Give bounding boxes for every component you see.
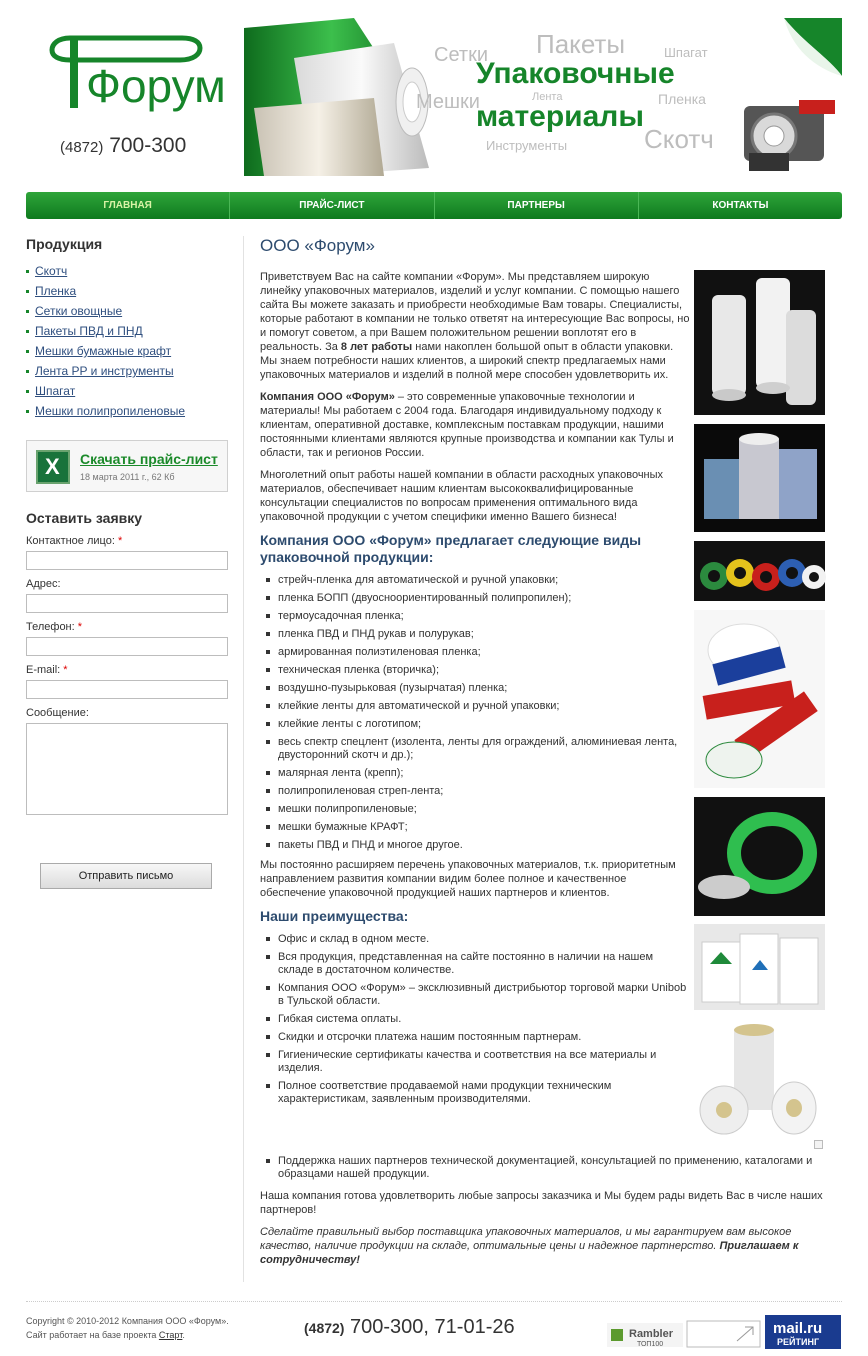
list-item: клейкие ленты для автоматической и ручной упаковки; xyxy=(260,700,690,713)
banner-title-1: Упаковочные xyxy=(476,57,675,90)
logo-tapes-image xyxy=(694,610,825,788)
product-link-nets[interactable]: Сетки овощные xyxy=(26,301,230,321)
main-content-wide xyxy=(260,1155,828,1275)
product-link-bags[interactable]: Пакеты ПВД и ПНД xyxy=(26,321,230,341)
forum-logo[interactable] xyxy=(48,30,226,112)
start-project-link[interactable]: Старт xyxy=(158,1330,183,1340)
shrink-film-image xyxy=(694,1020,825,1150)
svg-text:mail.ru: mail.ru xyxy=(773,1320,823,1337)
request-form xyxy=(26,510,230,815)
list-item: весь спектр спецлент (изолента, ленты для ограждений, алюминиевая лента, двусторонний скотч и др.); xyxy=(260,736,690,762)
svg-text:Мешки: Мешки xyxy=(416,91,480,113)
address-field[interactable] xyxy=(26,594,228,613)
rambler-counter[interactable] xyxy=(607,1323,683,1348)
list-item: полипропиленовая стреп-лента; xyxy=(260,785,690,798)
menu-item-home[interactable]: ГЛАВНАЯ xyxy=(26,192,230,219)
menu-item-price-list[interactable]: ПРАЙС-ЛИСТ xyxy=(230,192,434,219)
email-label: E-mail: * xyxy=(26,664,68,676)
bopp-film-image xyxy=(694,424,825,532)
counters xyxy=(607,1313,842,1349)
list-item: стрейч-пленка для автоматической и ручной упаковки; xyxy=(260,574,690,587)
tape-dispenser-image xyxy=(744,100,835,171)
svg-text:Скотч: Скотч xyxy=(644,124,714,154)
svg-text:РЕЙТИНГ: РЕЙТИНГ xyxy=(777,1337,820,1347)
colored-tapes-image xyxy=(694,541,825,601)
rolls-image xyxy=(244,18,429,176)
banner-words xyxy=(416,29,714,154)
powered-by: Сайт работает на базе проекта Старт. xyxy=(26,1330,185,1340)
invite-paragraph: Сделайте правильный выбор поставщика упаковочных материалов, и мы гарантируем вам высокое качество, наличие продукции на складе, оптимальные цены и надежное партнерство. Приглашаем к сотрудничеству! xyxy=(260,1226,799,1266)
intro-paragraph: Приветствуем Вас на сайте компании «Форум». Мы представляем широкую линейку упаковочных материалов, изделий и услуг компании. С помощью нашего сайта Вы можете заказать и приобрести необходимые Вам товары. Специалисты, которые работают в компании не только ответят на интересующие Вас вопросы, но и помогут советом, а при Вашем положительном решении воплотят его в реальность. За 8 лет работы нами накоплен большой опыт в области упаковки. Мы знаем потребности наших клиентов, а широкий спектр предлагаемых нами упаковочных материалов и изделий в полной мере способен удовлетворить их. xyxy=(260,271,690,381)
list-item: Полное соответствие продаваемой нами продукции техническим характеристикам, заявленным производителями. xyxy=(260,1080,690,1106)
footer-phone xyxy=(304,1316,515,1339)
list-item: термоусадочная пленка; xyxy=(260,610,690,623)
product-link-pp-sacks[interactable]: Мешки полипропиленовые xyxy=(26,401,230,421)
submit-button[interactable]: Отправить письмо xyxy=(40,863,212,889)
product-link-pp-tape[interactable]: Лента PP и инструменты xyxy=(26,361,230,381)
list-item: Скидки и отсрочки платежа нашим постоянным партнерам. xyxy=(260,1031,690,1044)
company-paragraph: Компания ООО «Форум» – это современные упаковочные технологии и материалы! Мы работаем с 2004 года. Благодаря индивидуальному подходу к клиентам, оперативной доставке, комплексным поставкам продукции, нашими постоянными клиентами являются крупные производства и компании как Тулы и области, так и регионов России. xyxy=(260,391,674,459)
phone-field[interactable] xyxy=(26,637,228,656)
list-item: Поддержка наших партнеров технической документацией, консультацией по применению, каталогами и образцами нашей продукции. xyxy=(260,1155,828,1181)
list-item: пленка ПВД и ПНД рукав и полурукав; xyxy=(260,628,690,641)
list-item: мешки бумажные КРАФТ; xyxy=(260,821,690,834)
list-item: малярная лента (крепп); xyxy=(260,767,690,780)
svg-text:Сетки: Сетки xyxy=(434,44,488,66)
list-item: армированная полиэтиленовая пленка; xyxy=(260,646,690,659)
ready-paragraph: Наша компания готова удовлетворить любые запросы заказчика и Мы будем рады видеть Вас в числе наших партнеров! xyxy=(260,1190,823,1216)
bags-image xyxy=(694,924,825,1010)
products-offer-heading: Компания ООО «Форум» предлагает следующие виды упаковочной продукции: xyxy=(260,532,642,565)
header-banner xyxy=(244,18,842,176)
list-item: Компания ООО «Форум» – эксклюзивный дистрибьютор торговой марки Unibob в Тульской области. xyxy=(260,982,690,1008)
advantages-list xyxy=(260,933,690,1106)
svg-text:Лента: Лента xyxy=(532,91,563,103)
banner-title-2: материалы xyxy=(476,100,644,133)
advantages-list-cont xyxy=(260,1155,828,1181)
list-item: клейкие ленты с логотипом; xyxy=(260,718,690,731)
list-item: Гигиенические сертификаты качества и соответствия на все материалы и изделия. xyxy=(260,1049,690,1075)
page-title: ООО «Форум» xyxy=(260,236,375,255)
list-item: пакеты ПВД и ПНД и многое другое. xyxy=(260,839,690,852)
column-divider xyxy=(243,236,244,1282)
contact-label: Контактное лицо: * xyxy=(26,535,123,547)
list-item: Гибкая система оплаты. xyxy=(260,1013,690,1026)
download-price-link[interactable]: Скачать прайс-лист xyxy=(80,451,218,467)
products-list xyxy=(26,261,230,421)
list-item: пленка БОПП (двуосноориентированный полипропилен); xyxy=(260,592,690,605)
copyright-text: Copyright © 2010-2012 Компания ООО «Форум». xyxy=(26,1316,229,1326)
product-link-kraft[interactable]: Мешки бумажные крафт xyxy=(26,341,230,361)
list-item: Офис и склад в одном месте. xyxy=(260,933,690,946)
logo-text: Форум xyxy=(86,60,226,112)
list-item: мешки полипропиленовые; xyxy=(260,803,690,816)
download-meta: 18 марта 2011 г., 62 Кб xyxy=(80,472,175,482)
contact-field[interactable] xyxy=(26,551,228,570)
menu-item-contacts[interactable]: КОНТАКТЫ xyxy=(712,200,769,211)
footer-phone-numbers: 700-300, 71-01-26 xyxy=(350,1316,515,1338)
list-item: воздушно-пузырьковая (пузырчатая) пленка; xyxy=(260,682,690,695)
svg-text:Шпагат: Шпагат xyxy=(664,45,708,60)
message-field[interactable] xyxy=(26,723,228,815)
sidebar xyxy=(26,236,230,421)
product-link-scotch[interactable]: Скотч xyxy=(26,261,230,281)
mailru-rating-counter[interactable] xyxy=(765,1315,841,1349)
main-menu xyxy=(26,192,842,219)
footer-divider xyxy=(26,1301,842,1302)
footer-phone-code: (4872) xyxy=(304,1320,345,1336)
header-phone-code: (4872) xyxy=(60,139,104,156)
menu-item-partners[interactable]: ПАРТНЕРЫ xyxy=(435,192,639,219)
svg-text:Инструменты: Инструменты xyxy=(486,138,568,153)
liveinternet-counter[interactable] xyxy=(687,1321,760,1347)
strapping-tape-image xyxy=(694,797,825,916)
download-price-box xyxy=(26,440,228,492)
svg-text:ТОП100: ТОП100 xyxy=(637,1341,664,1348)
address-label: Адрес: xyxy=(26,578,61,590)
stretch-film-image xyxy=(694,270,825,415)
excel-icon xyxy=(36,450,70,484)
footer-copyright xyxy=(26,1314,229,1342)
product-link-twine[interactable]: Шпагат xyxy=(26,381,230,401)
main-content xyxy=(260,236,690,1112)
list-item: Вся продукция, представленная на сайте постоянно в наличии на нашем складе в достаточном количестве. xyxy=(260,951,690,977)
message-label: Сообщение: xyxy=(26,707,89,719)
product-link-film[interactable]: Пленка xyxy=(26,281,230,301)
experience-paragraph: Многолетний опыт работы нашей компании в области расходных упаковочных материалов, обеспечивает нашим клиентам высококвалифицированные консультации специалистов по вопросам применения оптимального вида упаковочной продукции с учетом специфики именно Вашего бизнеса! xyxy=(260,469,664,523)
request-form-title: Оставить заявку xyxy=(26,510,143,526)
expansion-paragraph: Мы постоянно расширяем перечень упаковочных материалов, т.к. приоритетным направлением развития компании видим более полное и качественное обеспечение упаковочной продукцией наших партнеров и клиентов. xyxy=(260,859,676,899)
svg-text:Пленка: Пленка xyxy=(658,91,706,107)
header-phone xyxy=(60,134,186,158)
list-item: техническая пленка (вторичка); xyxy=(260,664,690,677)
phone-label: Телефон: * xyxy=(26,621,83,633)
svg-text:Rambler: Rambler xyxy=(629,1328,674,1340)
email-field[interactable] xyxy=(26,680,228,699)
svg-text:Пакеты: Пакеты xyxy=(536,29,626,59)
header-phone-number: 700-300 xyxy=(109,134,187,157)
offer-list xyxy=(260,574,690,852)
advantages-heading: Наши преимущества: xyxy=(260,908,409,924)
scroll-up-icon[interactable] xyxy=(814,1140,823,1149)
products-heading: Продукция xyxy=(26,236,103,252)
